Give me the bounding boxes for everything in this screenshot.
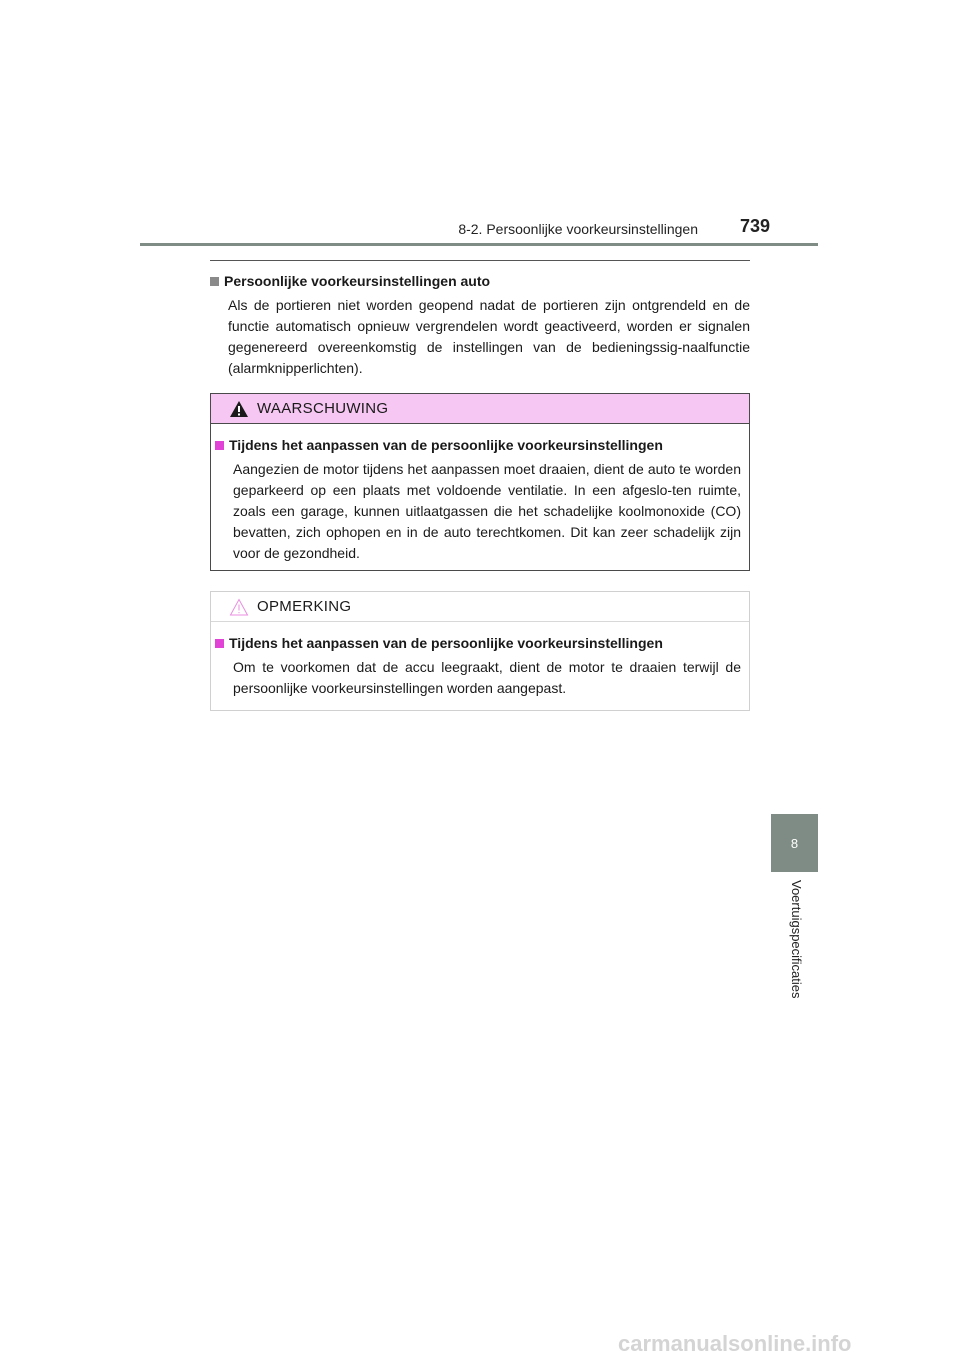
- note-heading: [215, 633, 741, 653]
- note-label: OPMERKING: [257, 598, 352, 615]
- note-heading-text: Tijdens het aanpassen van de persoonlijke voorkeursinstellingen: [229, 635, 663, 651]
- warning-content: [211, 424, 749, 564]
- section-heading: [210, 271, 750, 291]
- note-content: [211, 622, 749, 699]
- caution-outline-icon: [229, 598, 249, 616]
- section-heading-text: Persoonlijke voorkeursinstellingen auto: [224, 273, 491, 289]
- section: [210, 271, 750, 379]
- magenta-square-bullet-icon: [215, 441, 224, 450]
- note-box: [210, 591, 750, 711]
- warning-heading: [215, 435, 741, 455]
- section-rule: [210, 260, 750, 261]
- section-body: Als de portieren niet worden geopend nadat de portieren zijn ontgrendeld en de functie automatisch opnieuw vergrendelen wordt geactiveerd, worden er signalen gegenereerd overeenkomstig de instellingen van de bedieningssig-naalfunctie (alarmknipperlichten).: [228, 297, 750, 376]
- chapter-tab[interactable]: 8: [771, 814, 818, 872]
- header-section-title: 8-2. Persoonlijke voorkeursinstellingen: [458, 221, 698, 237]
- note-body: Om te voorkomen dat de accu leegraakt, dient de motor te draaien terwijl de persoonlijke voorkeursinstellingen worden aangepast.: [233, 659, 741, 696]
- header-rule: [140, 243, 818, 246]
- warning-box: [210, 393, 750, 571]
- square-bullet-icon: [210, 277, 219, 286]
- chapter-title: Voertuigspecificaties: [789, 880, 804, 999]
- watermark: carmanualsonline.info: [618, 1331, 852, 1356]
- note-header: [211, 592, 749, 622]
- warning-triangle-icon: [229, 400, 249, 418]
- warning-label: WAARSCHUWING: [257, 400, 389, 417]
- page-number: 739: [740, 216, 771, 236]
- warning-header: [211, 394, 749, 424]
- warning-heading-text: Tijdens het aanpassen van de persoonlijke voorkeursinstellingen: [229, 437, 663, 453]
- warning-body: Aangezien de motor tijdens het aanpassen moet draaien, dient de auto te worden geparkeerd op een plaats met voldoende ventilatie. In een afgeslo-ten ruimte, zoals een garage, kunnen uitlaatgassen die het schadelijke koolmonoxide (CO) bevatten, zich ophopen en in de auto terechtkomen. Dit kan zeer schadelijk zijn voor de gezondheid.: [233, 461, 741, 561]
- magenta-square-bullet-icon: [215, 639, 224, 648]
